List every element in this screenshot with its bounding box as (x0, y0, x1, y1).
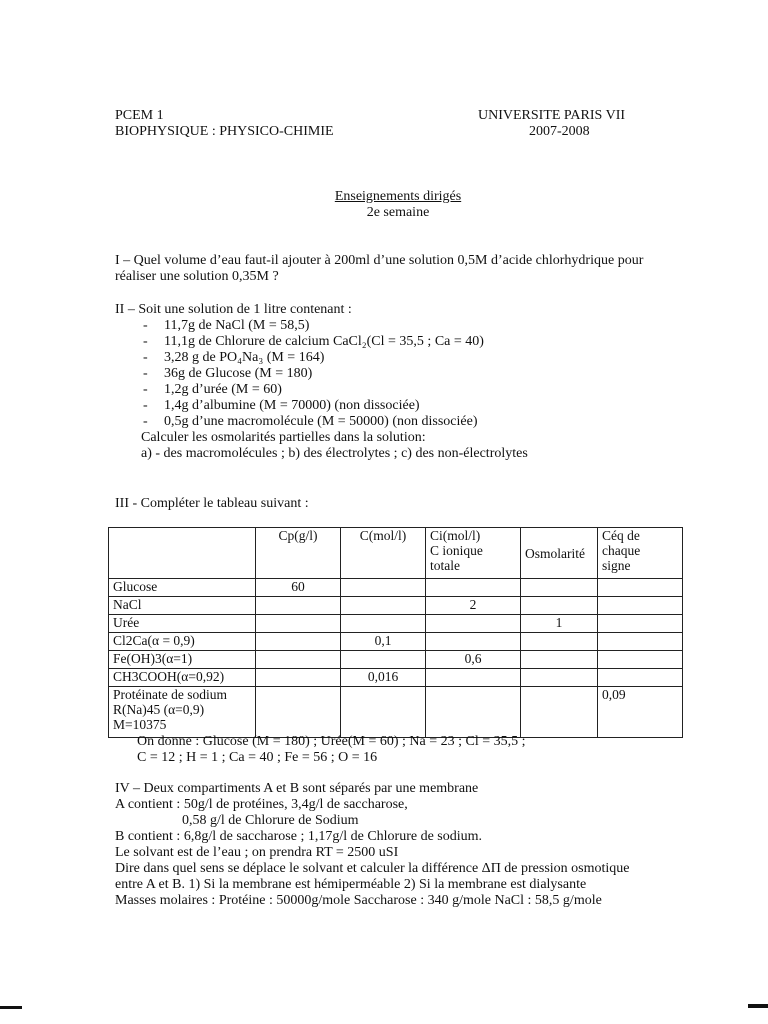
table-cell: Protéinate de sodium R(Na)45 (α=0,9) M=10375 (109, 687, 256, 738)
q4-line: IV – Deux compartiments A et B sont séparés par une membrane (115, 781, 479, 796)
table-cell (341, 615, 426, 633)
q4-line: Dire dans quel sens se déplace le solvant et calculer la différence ΔΠ de pression osmotique (115, 861, 630, 876)
header-course: PCEM 1 (115, 108, 164, 123)
table-cell: Urée (109, 615, 256, 633)
q2-dash: - (143, 414, 148, 429)
page-title: Enseignements dirigés (334, 189, 462, 204)
table-cell (521, 687, 598, 738)
q2-dash: - (143, 382, 148, 397)
table-header-row (109, 528, 683, 579)
table-cell (521, 579, 598, 597)
q3-given-line-1: On donne : Glucose (M = 180) ; Urée(M = 60) ; Na = 23 ; Cl = 35,5 ; (137, 734, 526, 749)
table-cell (426, 669, 521, 687)
q2-dash: - (143, 318, 148, 333)
scan-mark-right (748, 1004, 768, 1008)
table-row (109, 669, 683, 687)
table-cell (341, 687, 426, 738)
table-row (109, 633, 683, 651)
table-row (109, 687, 683, 738)
table-cell: 2 (426, 597, 521, 615)
table-cell (521, 669, 598, 687)
q2-item: 11,1g de Chlorure de calcium CaCl₂(Cl = 35,5 ; Ca = 40) (164, 334, 484, 349)
q4-line: Masses molaires : Protéine : 50000g/mole Saccharose : 340 g/mole NaCl : 58,5 g/mole (115, 893, 602, 908)
table-cell (256, 597, 341, 615)
table-cell (256, 651, 341, 669)
q4-line: 0,58 g/l de Chlorure de Sodium (182, 813, 359, 828)
table-cell: 1 (521, 615, 598, 633)
table-cell (426, 615, 521, 633)
table-cell: 0,09 (598, 687, 683, 738)
q1-line-2: réaliser une solution 0,35M ? (115, 269, 279, 284)
table-cell (598, 615, 683, 633)
table-row (109, 579, 683, 597)
table-header-cell (109, 528, 256, 579)
header-subject: BIOPHYSIQUE : PHYSICO-CHIMIE (115, 124, 334, 139)
table-cell: 0,016 (341, 669, 426, 687)
table-cell (256, 669, 341, 687)
table-cell: 0,6 (426, 651, 521, 669)
q2-item: 1,2g d’urée (M = 60) (164, 382, 282, 397)
table-cell: Fe(OH)3(α=1) (109, 651, 256, 669)
q2-item: 36g de Glucose (M = 180) (164, 366, 313, 381)
table-header-cell: Céq de chaque signe (598, 528, 683, 579)
q2-dash: - (143, 366, 148, 381)
table-cell (521, 597, 598, 615)
table-cell: 0,1 (341, 633, 426, 651)
table-cell (256, 615, 341, 633)
header-year: 2007-2008 (529, 124, 590, 139)
table-cell (256, 687, 341, 738)
table-cell: NaCl (109, 597, 256, 615)
q3-given-line-2: C = 12 ; H = 1 ; Ca = 40 ; Fe = 56 ; O = 16 (137, 750, 378, 765)
q4-line: Le solvant est de l’eau ; on prendra RT = 2500 uSI (115, 845, 399, 860)
q2-item: 1,4g d’albumine (M = 70000) (non dissociée) (164, 398, 420, 413)
table-cell: 60 (256, 579, 341, 597)
header-university: UNIVERSITE PARIS VII (478, 108, 626, 123)
table-cell: Cl2Ca(α = 0,9) (109, 633, 256, 651)
table-cell: CH3COOH(α=0,92) (109, 669, 256, 687)
table-cell: Glucose (109, 579, 256, 597)
table-cell (426, 579, 521, 597)
q2-dash: - (143, 334, 148, 349)
data-table (108, 527, 683, 738)
page-subtitle: 2e semaine (366, 205, 430, 220)
q2-parts: a) - des macromolécules ; b) des électrolytes ; c) des non-électrolytes (141, 446, 528, 461)
q3-intro: III - Compléter le tableau suivant : (115, 496, 309, 511)
table-cell (598, 579, 683, 597)
table-cell (521, 633, 598, 651)
table-header-cell: Cp(g/l) (256, 528, 341, 579)
q2-instruction: Calculer les osmolarités partielles dans la solution: (141, 430, 426, 445)
table-cell (521, 651, 598, 669)
q2-item: 11,7g de NaCl (M = 58,5) (164, 318, 310, 333)
table-row (109, 597, 683, 615)
table-cell (341, 651, 426, 669)
table-header-cell: C(mol/l) (341, 528, 426, 579)
q2-dash: - (143, 398, 148, 413)
scan-mark-left (0, 1006, 22, 1009)
q1-line-1: I – Quel volume d’eau faut-il ajouter à 200ml d’une solution 0,5M d’acide chlorhydrique pour (115, 253, 644, 268)
table-cell (426, 687, 521, 738)
table-cell (598, 669, 683, 687)
table-header-cell: Ci(mol/l) C ionique totale (426, 528, 521, 579)
table-row (109, 615, 683, 633)
table-cell (598, 633, 683, 651)
q4-line: entre A et B. 1) Si la membrane est hémiperméable 2) Si la membrane est dialysante (115, 877, 587, 892)
q4-line: B contient : 6,8g/l de saccharose ; 1,17g/l de Chlorure de sodium. (115, 829, 483, 844)
table-cell (598, 597, 683, 615)
q2-dash: - (143, 350, 148, 365)
table-row (109, 651, 683, 669)
q2-intro: II – Soit une solution de 1 litre contenant : (115, 302, 352, 317)
table-header-cell: Osmolarité (521, 528, 598, 579)
table-cell (341, 597, 426, 615)
table-cell (341, 579, 426, 597)
table-cell (256, 633, 341, 651)
q2-item: 0,5g d’une macromolécule (M = 50000) (non dissociée) (164, 414, 478, 429)
table-cell (598, 651, 683, 669)
q2-item: 3,28 g de PO₄Na₃ (M = 164) (164, 350, 325, 365)
q4-line: A contient : 50g/l de protéines, 3,4g/l de saccharose, (115, 797, 408, 812)
table-cell (426, 633, 521, 651)
